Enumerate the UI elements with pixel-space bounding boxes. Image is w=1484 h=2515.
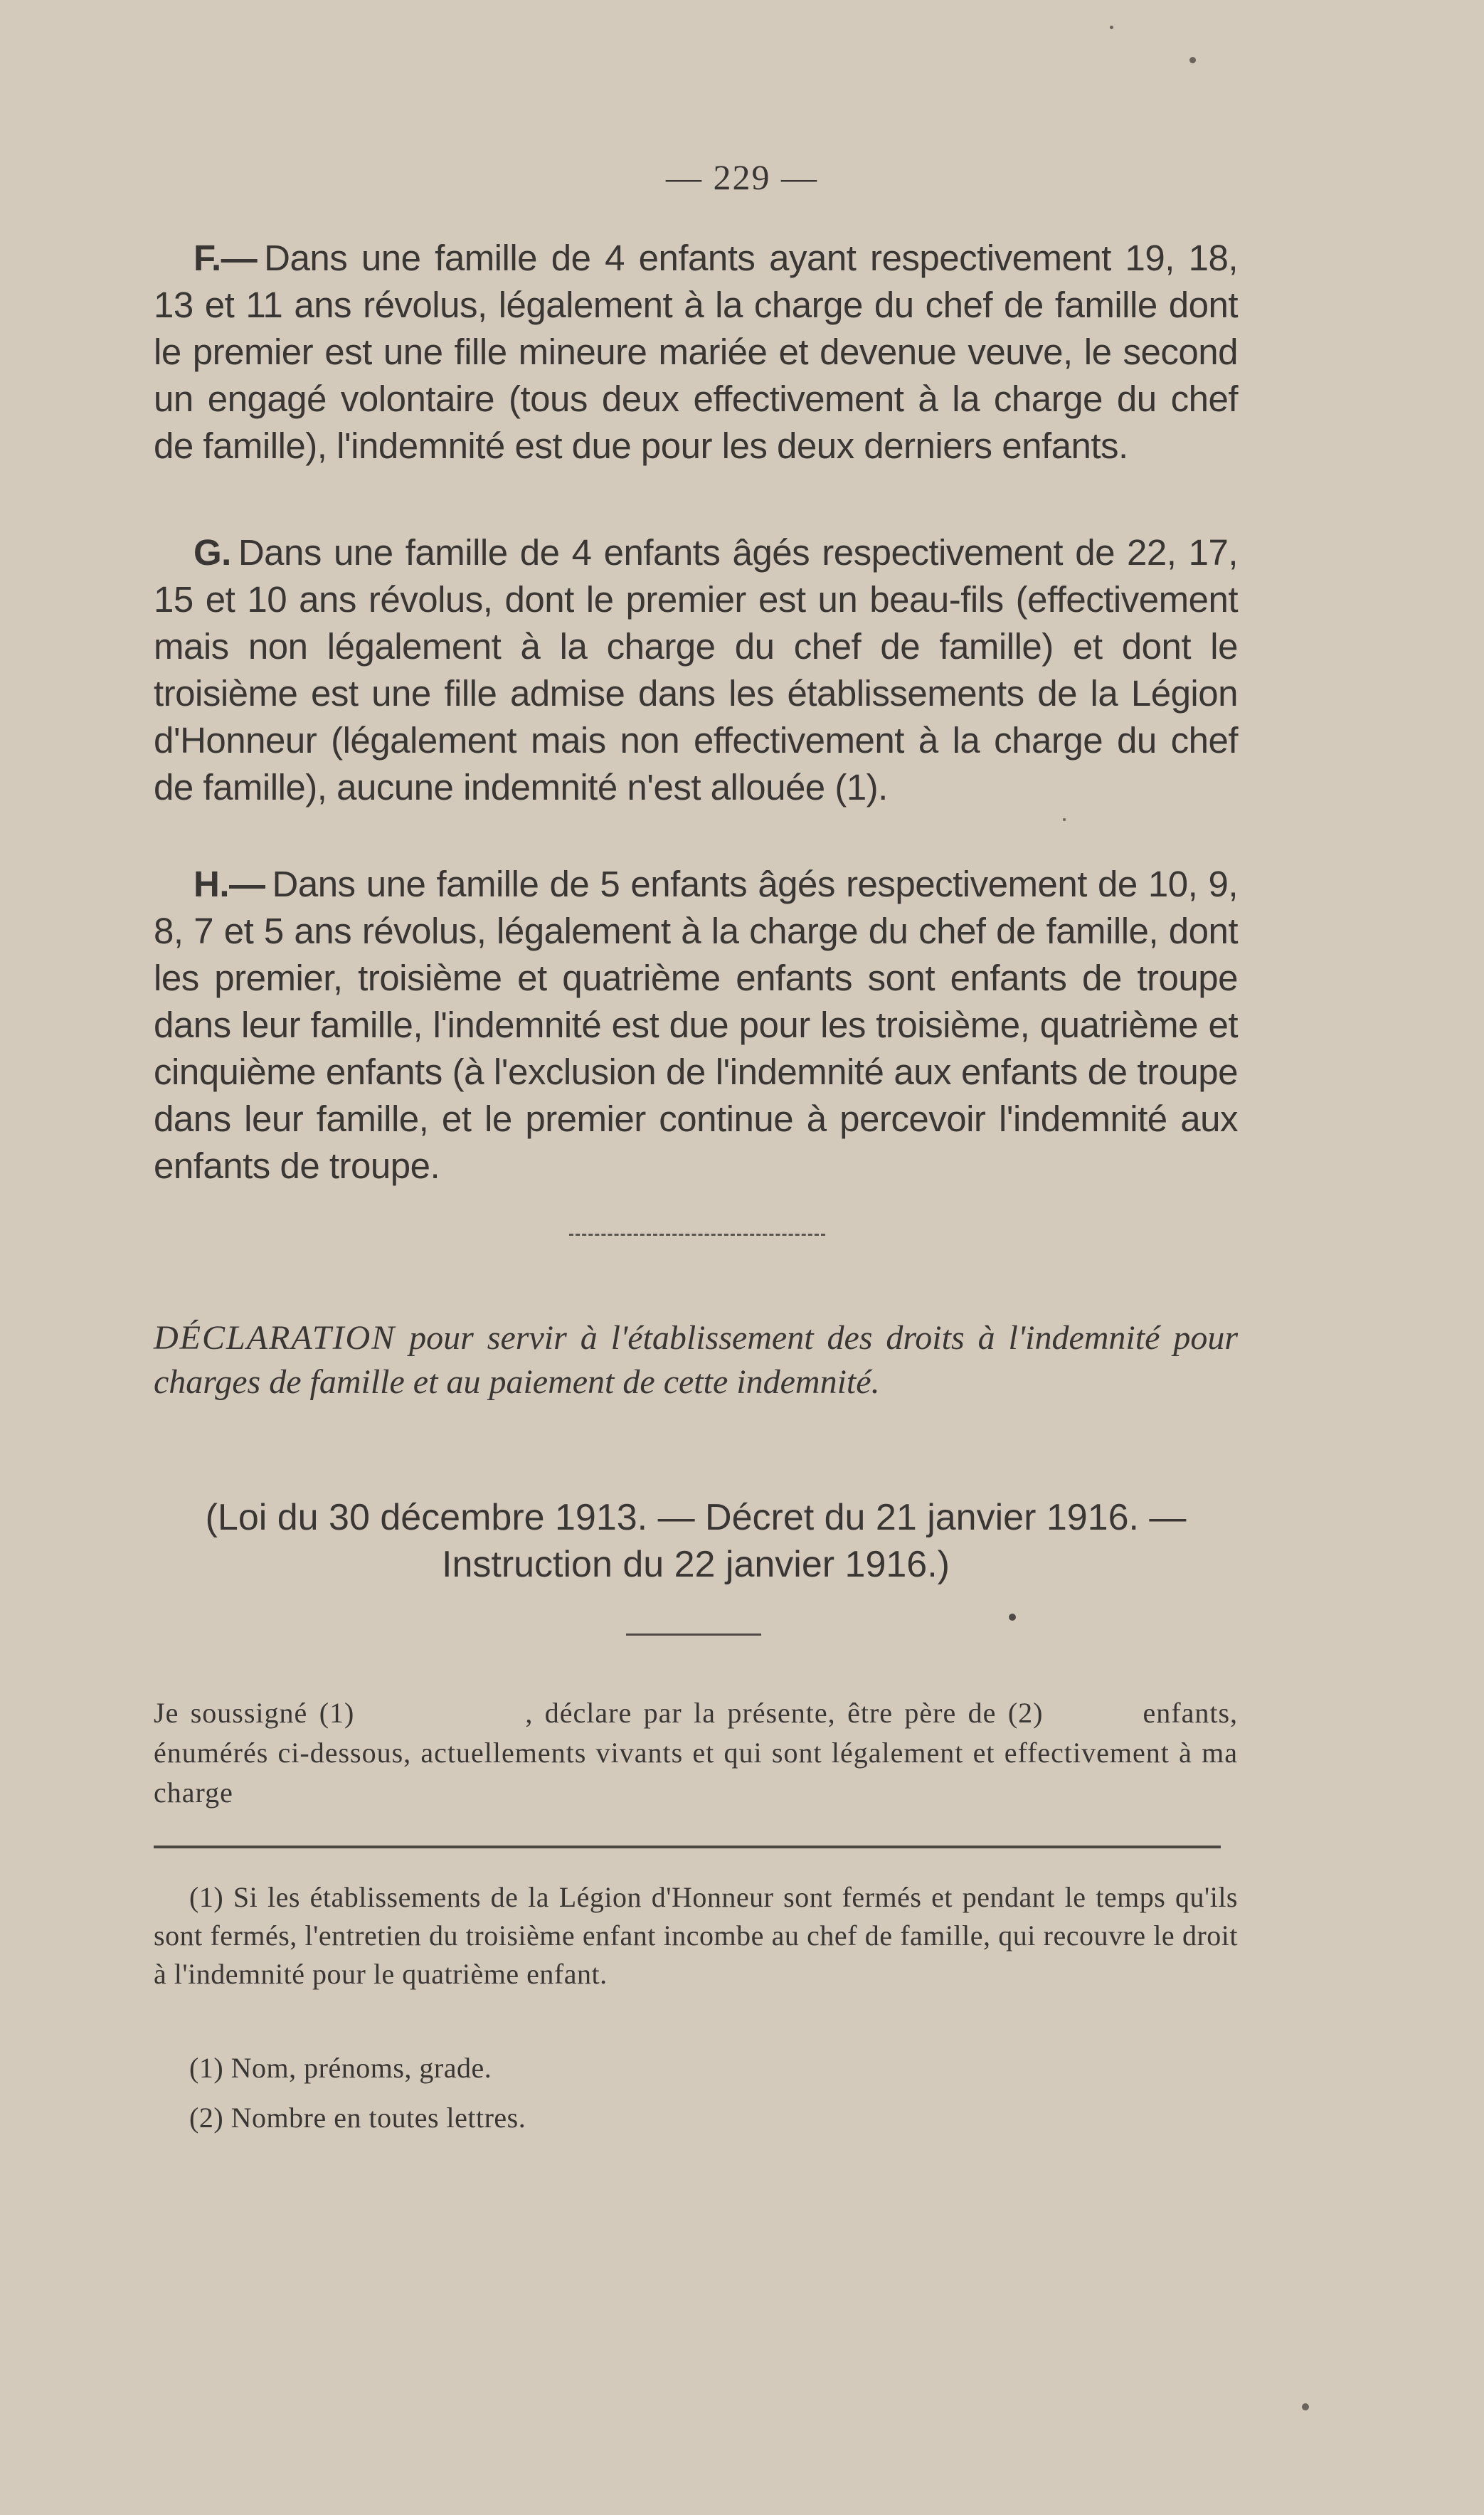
footnote-number: (2) Nombre en toutes lettres. bbox=[189, 2102, 526, 2134]
example-g-label: G. bbox=[194, 532, 231, 573]
example-f-text: Dans une famille de 4 enfants ayant respectivement 19, 18, 13 et 11 ans révolus, légalement à la charge du chef de famille dont le premier est une fille mineure mariée et devenue veuve, le second un engagé volontaire (tous deux effectivement à la charge du chef de famille), l'indemnité est due pour les deux derniers enfants. bbox=[154, 238, 1238, 466]
paper-speck bbox=[1063, 818, 1066, 821]
declaration-form-text bbox=[154, 1693, 1238, 1813]
footnote-rule bbox=[154, 1846, 1221, 1848]
form-part-4: enfants, énumérés ci-dessous, actuellements vivants et qui sont légalement et effectivement à ma charge bbox=[154, 1697, 1239, 1809]
example-g-text: Dans une famille de 4 enfants âgés respectivement de 22, 17, 15 et 10 ans révolus, dont le premier est un beau-fils (effectivement mais non légalement à la charge du chef de famille) et dont le troisième est une fille admise dans les établissements de la Légion d'Honneur (légalement mais non effectivement à la charge du chef de famille), aucune indemnité n'est allouée (1). bbox=[154, 532, 1238, 808]
short-divider bbox=[626, 1634, 761, 1636]
printed-dot bbox=[1009, 1614, 1016, 1621]
example-paragraph-h bbox=[154, 861, 1238, 1190]
section-divider bbox=[569, 1234, 825, 1236]
declaration-title-rest: pour servir à l'établissement des droits à l'indemnité pour charges de famille et au paiement de cette indemnité. bbox=[154, 1319, 1239, 1401]
law-reference-line-2: Instruction du 22 janvier 1916.) bbox=[442, 1544, 950, 1585]
law-reference bbox=[154, 1494, 1238, 1588]
paper-speck bbox=[1189, 57, 1196, 63]
form-part-1: Je soussigné (1) bbox=[154, 1697, 355, 1729]
example-paragraph-g bbox=[154, 529, 1238, 811]
law-reference-line-1: (Loi du 30 décembre 1913. — Décret du 21 janvier 1916. — bbox=[205, 1497, 1187, 1538]
example-h-label: H.— bbox=[194, 864, 265, 904]
form-part-2: , déclare par la présente, être père de bbox=[525, 1697, 997, 1729]
paper-speck bbox=[1302, 2403, 1309, 2410]
declaration-title-caps: DÉCLARATION bbox=[154, 1319, 396, 1357]
footnote-1: (1) Si les établissements de la Légion d'Honneur sont fermés et pendant le temps qu'ils sont fermés, l'entretien du troisième enfant incombe au chef de famille, qui recouvre le droit à l'indemnité pour le quatrième enfant. bbox=[154, 1881, 1238, 1990]
declaration-title bbox=[154, 1316, 1238, 1404]
footnote-name: (1) Nom, prénoms, grade. bbox=[189, 2052, 492, 2084]
example-h-text: Dans une famille de 5 enfants âgés respectivement de 10, 9, 8, 7 et 5 ans révolus, légalement à la charge du chef de famille, dont les premier, troisième et quatrième enfants sont enfants de troupe dans leur famille, l'indemnité est due pour les troisième, quatrième et cinquième enfants (à l'exclusion de l'indemnité aux enfants de troupe dans leur famille, et le premier continue à percevoir l'indemnité aux enfants de troupe. bbox=[154, 864, 1238, 1186]
paper-speck bbox=[1110, 26, 1113, 29]
example-f-label: F.— bbox=[194, 238, 258, 278]
page-number: — 229 — bbox=[666, 157, 818, 197]
example-paragraph-f bbox=[154, 235, 1238, 470]
form-part-3: (2) bbox=[1007, 1697, 1044, 1729]
